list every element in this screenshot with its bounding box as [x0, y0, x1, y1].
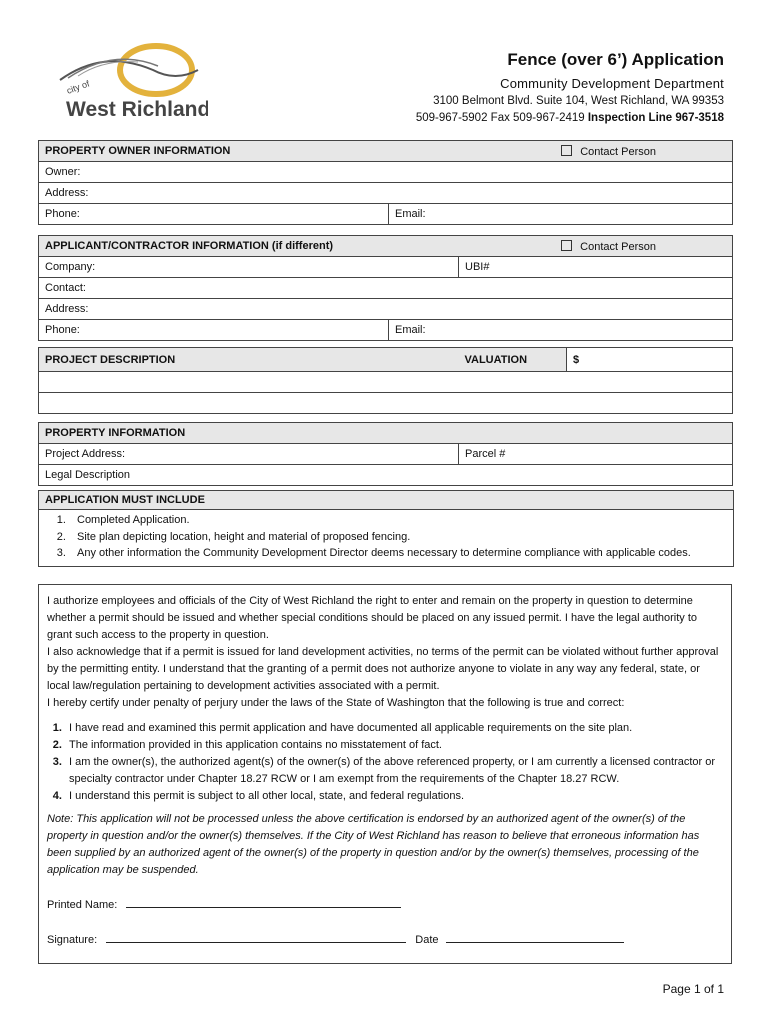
contact-field[interactable]: Contact: [39, 278, 733, 299]
owner-email-field[interactable]: Email: [389, 204, 733, 225]
signature-row [47, 930, 723, 949]
property-information-header: PROPERTY INFORMATION [39, 423, 733, 444]
checkbox-icon [561, 145, 572, 156]
phone-fax: 509-967-5902 Fax 509-967-2419 [415, 112, 588, 124]
printed-name-row [47, 895, 723, 914]
owner-field[interactable]: Owner: [39, 162, 733, 183]
project-description-section [38, 347, 733, 414]
printed-name-input[interactable] [126, 895, 401, 908]
applicant-phone-field[interactable]: Phone: [39, 320, 389, 341]
applicant-section [38, 235, 733, 341]
certification-item: 2. The information provided in this application contains no misstatement of fact. [65, 737, 723, 754]
property-owner-header: PROPERTY OWNER INFORMATION Contact Person [39, 141, 733, 162]
logo-name: West Richland [66, 98, 208, 121]
certification-item: 4. I understand this permit is subject to all other local, state, and federal regulations. [65, 788, 723, 805]
checkbox-icon [561, 240, 572, 251]
legal-description-field[interactable]: Legal Description [39, 465, 733, 486]
requirement-item: 2. Site plan depicting location, height and material of proposed fencing. [69, 529, 733, 546]
department-name: Community Development Department [500, 76, 724, 91]
company-field[interactable]: Company: [39, 257, 459, 278]
requirement-item: 3. Any other information the Community Development Director deems necessary to determine compliance with applicable codes. [69, 545, 733, 562]
date-label: Date [415, 934, 439, 946]
project-description-header: PROJECT DESCRIPTION [39, 348, 459, 372]
valuation-field[interactable]: $ [567, 348, 733, 372]
applicant-email-field[interactable]: Email: [389, 320, 733, 341]
valuation-label: VALUATION [459, 348, 567, 372]
processing-note: Note: This application will not be processed unless the above certification is endorsed by an authorized agent of the owner(s) of the property in question and/or the owner(s) themselves. If the City of West Richland has reason to believe that erroneous information has been supplied by an authorized agent of the owner(s) of the property in question and/or by the owner(s) themselves, processing of the application may be suspended. [47, 813, 700, 876]
applicant-contact-person-checkbox[interactable]: Contact Person [561, 240, 726, 253]
ubi-field[interactable]: UBI# [459, 257, 733, 278]
requirements-section [38, 490, 734, 567]
requirements-header: APPLICATION MUST INCLUDE [39, 491, 733, 510]
logo-city-of: city of [65, 78, 91, 96]
authorization-paragraph: I authorize employees and officials of the City of West Richland the right to enter and remain on the property in question to determine whether a permit should be issued and whether special conditions should be placed on any issued permit. I have the legal authority to grant such access to the property in question. [47, 595, 698, 641]
parcel-field[interactable]: Parcel # [459, 444, 733, 465]
signature-input[interactable] [106, 930, 406, 943]
printed-name-label: Printed Name: [47, 899, 118, 911]
signature-label: Signature: [47, 934, 98, 946]
inspection-line: Inspection Line 967-3518 [587, 112, 724, 124]
property-owner-section [38, 140, 733, 225]
date-input[interactable] [446, 930, 624, 943]
page-number: Page 1 of 1 [662, 982, 724, 996]
project-description-line[interactable] [39, 372, 733, 393]
owner-phone-field[interactable]: Phone: [39, 204, 389, 225]
applicant-address-field[interactable]: Address: [39, 299, 733, 320]
form-title: Fence (over 6’) Application [507, 50, 724, 69]
property-information-section [38, 422, 733, 486]
certification-section [38, 584, 732, 964]
acknowledgement-paragraph: I also acknowledge that if a permit is issued for land development activities, no terms of the permit can be violated without further approval by the permitting entity. I understand that the granting of a permit does not authorize anyone to violate in any way any federal, state, or local law/regulation pertaining to development activities associated with a permit. [47, 646, 719, 692]
certification-item: 1. I have read and examined this permit application and have documented all applicable requirements on the site plan. [65, 720, 723, 737]
applicant-header: APPLICANT/CONTRACTOR INFORMATION (if different) Contact Person [39, 236, 733, 257]
requirement-item: 1. Completed Application. [69, 512, 733, 529]
project-address-field[interactable]: Project Address: [39, 444, 459, 465]
city-logo [58, 40, 208, 122]
certify-paragraph: I hereby certify under penalty of perjury under the laws of the State of Washington that the following is true and correct: [47, 697, 625, 709]
project-description-line[interactable] [39, 393, 733, 414]
owner-address-field[interactable]: Address: [39, 183, 733, 204]
certification-item: 3. I am the owner(s), the authorized agent(s) of the owner(s) of the above referenced property, or I am currently a licensed contractor or specialty contractor under Chapter 18.27 RCW or I am exempt from the requirements of the Chapter 18.27 RCW. [65, 754, 723, 788]
department-address: 3100 Belmont Blvd. Suite 104, West Richland, WA 99353 [433, 95, 724, 107]
owner-contact-person-checkbox[interactable]: Contact Person [561, 145, 726, 158]
department-phone [416, 112, 724, 124]
